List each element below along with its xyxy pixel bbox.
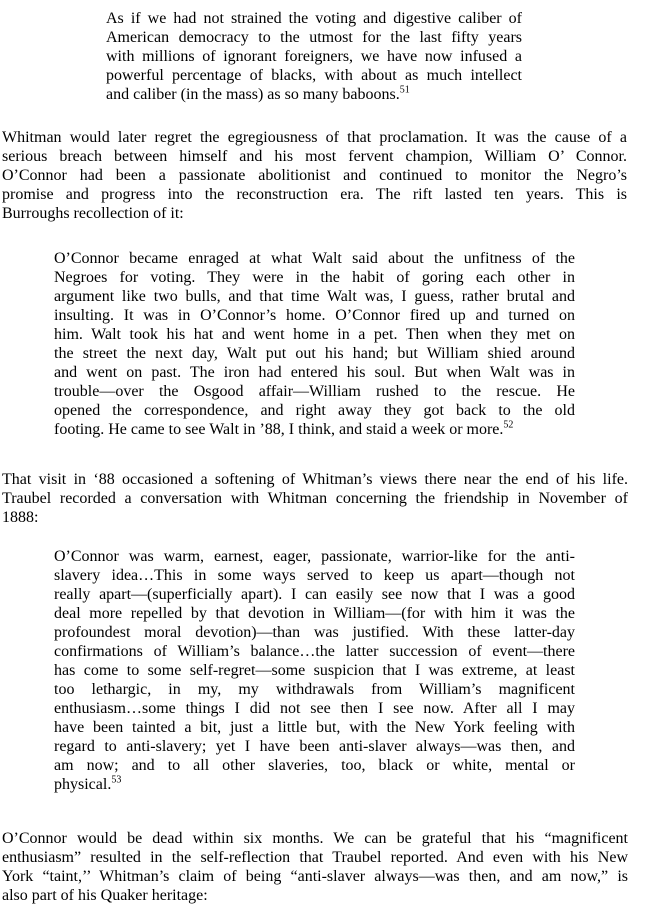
- text-line: the street the next day, Walt put out his hand; but William shied around: [54, 345, 575, 362]
- text-line-last: [54, 775, 575, 794]
- text-line: Traubel recorded a conversation with Whitman concerning the friendship in November of: [2, 490, 628, 507]
- text-line: argument like two bulls, and that time Walt was, I guess, rather brutal and: [54, 288, 575, 305]
- text-line: and went on past. The iron had entered his soul. But when Walt was in: [54, 364, 575, 381]
- text-line: also part of his Quaker heritage:: [2, 887, 208, 904]
- text-line-content: physical.: [54, 776, 112, 793]
- footnote-ref-53: 53: [111, 774, 122, 786]
- text-line: enthusiasm…some things I did not see then I see now. After all I may: [54, 700, 575, 717]
- text-line: has come to some self-regret—some suspicion that I was extreme, at least: [54, 662, 575, 679]
- text-line: O’Connor had been a passionate abolitionist and continued to monitor the Negro’s: [2, 167, 627, 184]
- text-line: Negroes for voting. They were in the habit of goring each other in: [54, 269, 575, 286]
- text-line: That visit in ‘88 occasioned a softening of Whitman’s views there near the end of his life.: [2, 471, 628, 488]
- text-line: profoundest moral devotion)—than was justified. With these latter-day: [54, 624, 575, 641]
- text-line: O’Connor became enraged at what Walt said about the unfitness of the: [54, 250, 575, 267]
- paragraph-whitman-regret: [2, 128, 627, 223]
- footnote-ref-51: 51: [399, 84, 410, 96]
- text-line: really apart—(superficially apart). I can easily see now that I was a good: [54, 586, 575, 603]
- footnote-ref-52: 52: [503, 419, 514, 431]
- text-line: too lethargic, in my, my withdrawals from William’s magnificent: [54, 681, 575, 698]
- text-line: him. Walt took his hat and went home in a pet. Then when they met on: [54, 326, 575, 343]
- text-line: 1888:: [2, 509, 39, 526]
- paragraph-traubel-visit: [2, 470, 628, 527]
- block-quote-burroughs: [54, 249, 575, 439]
- text-line: slavery idea…This in some ways served to keep us apart—though not: [54, 567, 575, 584]
- text-line-last: [54, 420, 575, 439]
- block-quote-baboons: [106, 9, 522, 104]
- text-line: have been tainted a bit, just a little but, with the New York feeling with: [54, 719, 575, 736]
- text-line: insulting. It was in O’Connor’s home. O’Connor fired up and turned on: [54, 307, 575, 324]
- text-line-last: [106, 85, 522, 104]
- text-line-content: and caliber (in the mass) as so many baboons.: [106, 86, 400, 103]
- text-line: powerful percentage of blacks, with about as much intellect: [106, 67, 522, 84]
- text-line: trouble—over the Osgood affair—William rushed to the rescue. He: [54, 383, 575, 400]
- text-line: serious breach between himself and his most fervent champion, William O’ Connor.: [2, 148, 627, 165]
- text-line: regard to anti-slavery; yet I have been anti-slaver always—was then, and: [54, 738, 575, 755]
- text-line: York “taint,’’ Whitman’s claim of being “anti-slaver always—was then, and am now,” is: [2, 868, 628, 885]
- text-line: deal more repelled by that devotion in William—(for with him it was the: [54, 605, 575, 622]
- text-line: confirmations of William’s balance…the latter succession of event—there: [54, 643, 575, 660]
- text-line: enthusiasm” resulted in the self-reflection that Traubel reported. And even with his New: [2, 849, 628, 866]
- text-line: Whitman would later regret the egregiousness of that proclamation. It was the cause of a: [2, 129, 627, 146]
- paragraph-quaker-heritage: [2, 829, 628, 905]
- text-line: promise and progress into the reconstruction era. The rift lasted ten years. This is: [2, 186, 627, 203]
- text-line: As if we had not strained the voting and digestive caliber of: [106, 10, 522, 27]
- text-line: O’Connor was warm, earnest, eager, passionate, warrior-like for the anti-: [54, 548, 575, 565]
- text-line: O’Connor would be dead within six months. We can be grateful that his “magnificent: [2, 830, 628, 847]
- text-line: am now; and to all other slaveries, too, black or white, mental or: [54, 757, 575, 774]
- text-line: American democracy to the utmost for the last fifty years: [106, 29, 522, 46]
- block-quote-whitman: [54, 547, 575, 794]
- text-line: opened the correspondence, and right away they got back to the old: [54, 402, 575, 419]
- text-line: Burroughs recollection of it:: [2, 205, 184, 222]
- text-line-content: footing. He came to see Walt in ’88, I think, and staid a week or more.: [54, 421, 504, 438]
- text-line: with millions of ignorant foreigners, we have now infused a: [106, 48, 522, 65]
